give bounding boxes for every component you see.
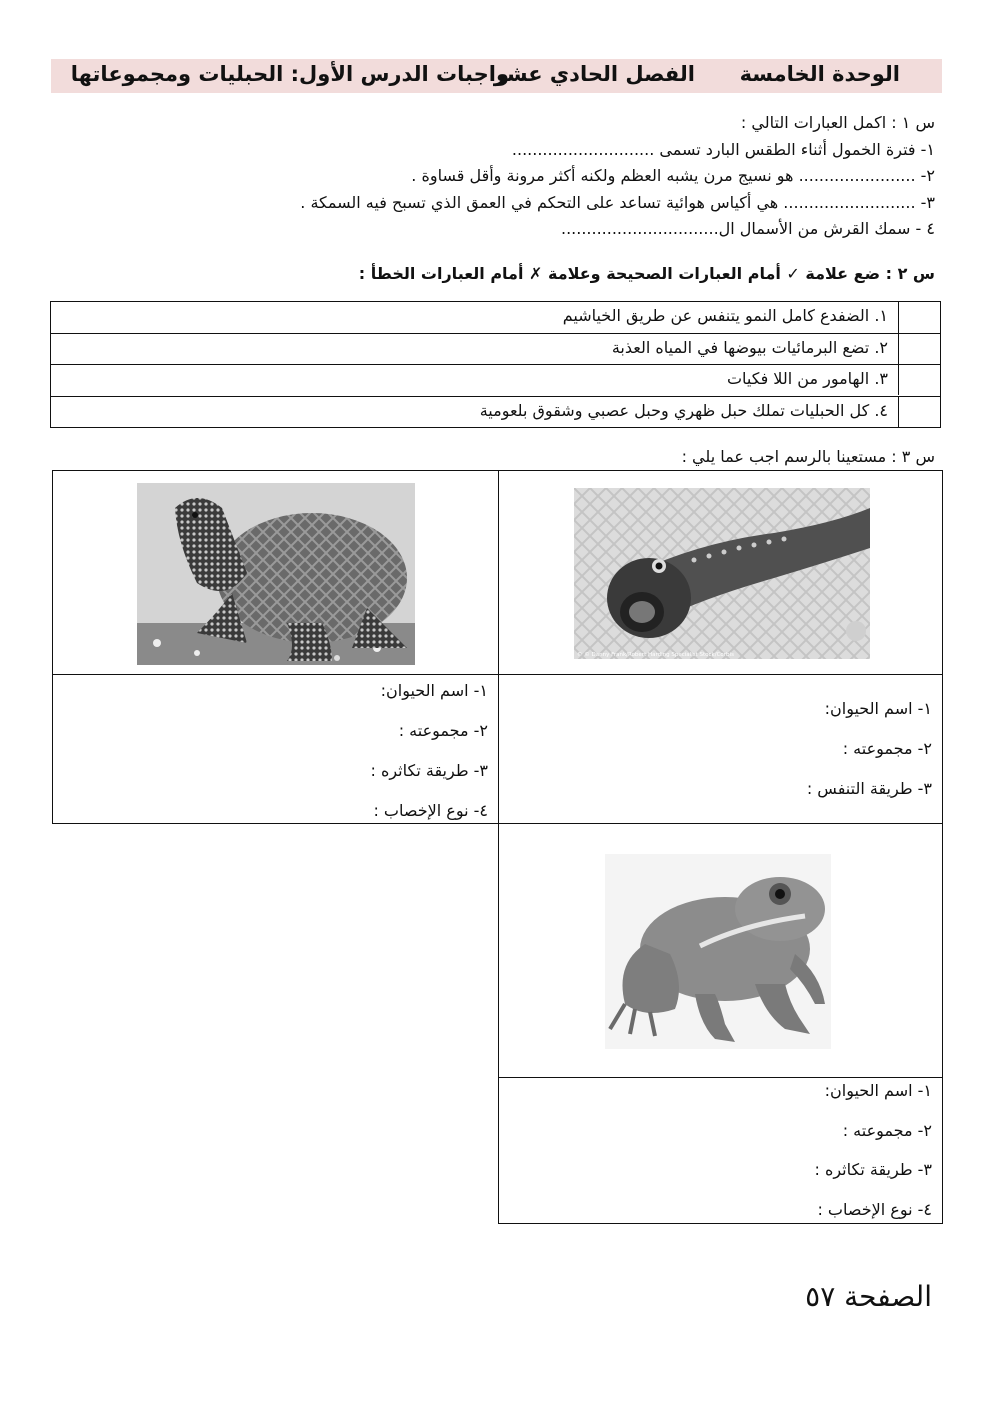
lesson-title: واجبات الدرس الأول: الحبليات ومجموعاتها bbox=[70, 62, 509, 86]
lamprey-image-cell bbox=[498, 470, 943, 675]
table-row bbox=[51, 396, 940, 427]
question-line: ٢- مجموعته : bbox=[398, 721, 488, 740]
question-line: ٣- طريقة تكاثره : bbox=[370, 761, 488, 780]
question-line: ٢- مجموعته : bbox=[842, 1121, 932, 1140]
q1-item: ٣- .......................... هي أكياس هوائية تساعد على التحكم في العمق الذي تسبح فيه السمكة . bbox=[300, 193, 935, 212]
statement-text: ٣. الهامور من اللا فكيات bbox=[726, 369, 888, 388]
question-line: ١- اسم الحيوان: bbox=[824, 1081, 932, 1100]
q2-table bbox=[50, 301, 941, 428]
frog-image-cell bbox=[498, 823, 943, 1078]
question-line: ٤- نوع الإخصاب : bbox=[373, 801, 488, 820]
question-line: ٤- نوع الإخصاب : bbox=[817, 1200, 932, 1219]
turtle-questions-cell bbox=[52, 674, 499, 824]
frog-questions-cell bbox=[498, 1077, 943, 1224]
turtle-photo bbox=[137, 483, 415, 665]
statement-text: ٤. كل الحبليات تملك حبل ظهري وحبل عصبي وشقوق بلعومية bbox=[479, 401, 888, 420]
question-line: ٢- مجموعته : bbox=[842, 739, 932, 758]
answer-mark-box[interactable] bbox=[898, 365, 940, 395]
frog-photo bbox=[605, 854, 831, 1049]
table-row bbox=[51, 302, 940, 333]
q1-item: ١- فترة الخمول أثناء الطقس البارد تسمى ............................ bbox=[511, 140, 935, 159]
statement-text: ١. الضفدع كامل النمو يتنفس عن طريق الخياشيم bbox=[562, 306, 888, 325]
question-line: ١- اسم الحيوان: bbox=[380, 681, 488, 700]
page-number: الصفحة ٥٧ bbox=[805, 1280, 932, 1313]
answer-mark-box[interactable] bbox=[898, 302, 940, 333]
lamprey-photo bbox=[574, 488, 870, 659]
q1-item: ٤ - سمك القرش من الأسمال ال............................... bbox=[560, 219, 935, 238]
lamprey-questions-cell bbox=[498, 674, 943, 824]
statement-text: ٢. تضع البرمائيات بيوضها في المياه العذبة bbox=[611, 338, 888, 357]
q1-item: ٢- ....................... هو نسيج مرن يشبه العظم ولكنه أكثر مرونة وأقل قساوة . bbox=[411, 166, 935, 185]
table-row bbox=[51, 333, 940, 364]
question-line: ٣- طريقة التنفس : bbox=[806, 779, 932, 798]
q2-title: س ٢ : ضع علامة ✓ أمام العبارات الصحيحة وعلامة ✗ أمام العبارات الخطأ : bbox=[358, 264, 935, 283]
photo-credit: © © Danny Frank/Robert Harding Specialist Stock/Corbis bbox=[577, 652, 734, 658]
q1-title: س ١ : اكمل العبارات التالي : bbox=[740, 113, 935, 132]
question-line: ١- اسم الحيوان: bbox=[824, 699, 932, 718]
unit-title: الوحدة الخامسة bbox=[739, 62, 900, 86]
q3-title: س ٣ : مستعينا بالرسم اجب عما يلي : bbox=[681, 447, 935, 466]
turtle-image-cell bbox=[52, 470, 499, 675]
answer-mark-box[interactable] bbox=[898, 334, 940, 364]
chapter-title: الفصل الحادي عشر bbox=[493, 62, 695, 86]
question-line: ٣- طريقة تكاثره : bbox=[814, 1160, 932, 1179]
table-row bbox=[51, 364, 940, 395]
answer-mark-box[interactable] bbox=[898, 397, 940, 427]
